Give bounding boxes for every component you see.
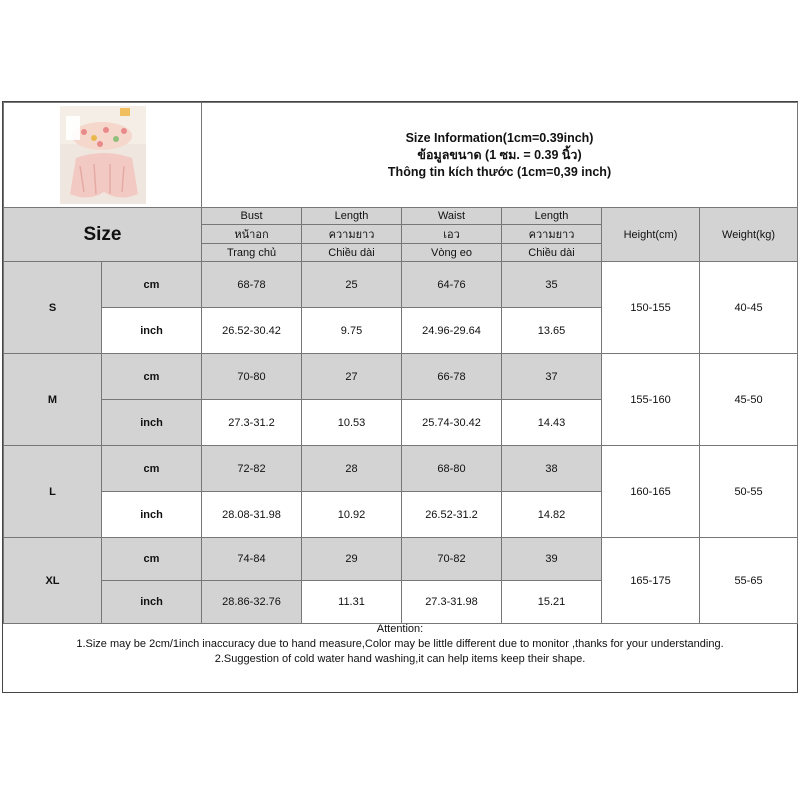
col-length-vi: Chiều dài [302,244,402,262]
unit-cm: cm [102,262,202,308]
col-length2-en: Length [502,208,602,225]
size-table [3,102,798,624]
table-cell: 25.74-30.42 [402,400,502,446]
table-cell: 13.65 [502,308,602,354]
attention-note-1: 1.Size may be 2cm/1inch inaccuracy due to hand measure,Color may be little different due to monitor ,thanks for your understanding. [76,638,724,650]
table-cell: 70-82 [402,538,502,581]
unit-cm: cm [102,446,202,492]
title-line-th: ข้อมูลขนาด (1 ซม. = 0.39 นิ้ว) [417,147,582,162]
product-photo [60,106,146,204]
weight-value: 50-55 [700,446,798,538]
weight-header: Weight(kg) [700,208,798,262]
col-waist-en: Waist [402,208,502,225]
table-cell: 10.92 [302,492,402,538]
table-cell: 37 [502,354,602,400]
table-cell: 74-84 [202,538,302,581]
table-cell: 28.08-31.98 [202,492,302,538]
attention-notes [3,621,797,693]
table-cell: 15.21 [502,581,602,624]
table-cell: 28.86-32.76 [202,581,302,624]
height-value: 160-165 [602,446,700,538]
unit-inch: inch [102,400,202,446]
unit-inch: inch [102,308,202,354]
col-length-en: Length [302,208,402,225]
attention-heading: Attention: [376,623,424,635]
unit-cm: cm [102,354,202,400]
col-length-th: ความยาว [302,225,402,244]
col-length2-th: ความยาว [502,225,602,244]
table-cell: 66-78 [402,354,502,400]
table-cell: 68-78 [202,262,302,308]
table-cell: 26.52-31.2 [402,492,502,538]
weight-value: 40-45 [700,262,798,354]
table-cell: 10.53 [302,400,402,446]
table-cell: 9.75 [302,308,402,354]
product-image-cell [4,103,202,208]
col-bust-vi: Trang chủ [202,244,302,262]
height-value: 150-155 [602,262,700,354]
table-cell: 29 [302,538,402,581]
weight-value: 55-65 [700,538,798,624]
unit-inch: inch [102,492,202,538]
table-cell: 72-82 [202,446,302,492]
table-cell: 38 [502,446,602,492]
weight-value: 45-50 [700,354,798,446]
size-information-title [202,103,798,208]
unit-cm: cm [102,538,202,581]
height-header: Height(cm) [602,208,700,262]
title-line-en: Size Information(1cm=0.39inch) [405,130,594,145]
unit-inch: inch [102,581,202,624]
table-cell: 28 [302,446,402,492]
size-chart [2,101,798,693]
col-length2-vi: Chiều dài [502,244,602,262]
table-cell: 27.3-31.98 [402,581,502,624]
table-cell: 70-80 [202,354,302,400]
attention-note-2: 2.Suggestion of cold water hand washing,it can help items keep their shape. [214,653,586,665]
table-cell: 14.43 [502,400,602,446]
col-waist-vi: Vòng eo [402,244,502,262]
size-header: Size [4,208,202,262]
col-bust-th: หน้าอก [202,225,302,244]
size-xl: XL [4,538,102,624]
table-cell: 24.96-29.64 [402,308,502,354]
table-cell: 11.31 [302,581,402,624]
table-cell: 25 [302,262,402,308]
size-s: S [4,262,102,354]
size-l: L [4,446,102,538]
table-cell: 39 [502,538,602,581]
table-cell: 14.82 [502,492,602,538]
col-bust-en: Bust [202,208,302,225]
height-value: 155-160 [602,354,700,446]
col-waist-th: เอว [402,225,502,244]
table-cell: 35 [502,262,602,308]
table-cell: 26.52-30.42 [202,308,302,354]
table-cell: 64-76 [402,262,502,308]
height-value: 165-175 [602,538,700,624]
table-cell: 27 [302,354,402,400]
title-line-vi: Thông tin kích thước (1cm=0,39 inch) [387,164,612,179]
table-cell: 68-80 [402,446,502,492]
size-m: M [4,354,102,446]
table-cell: 27.3-31.2 [202,400,302,446]
